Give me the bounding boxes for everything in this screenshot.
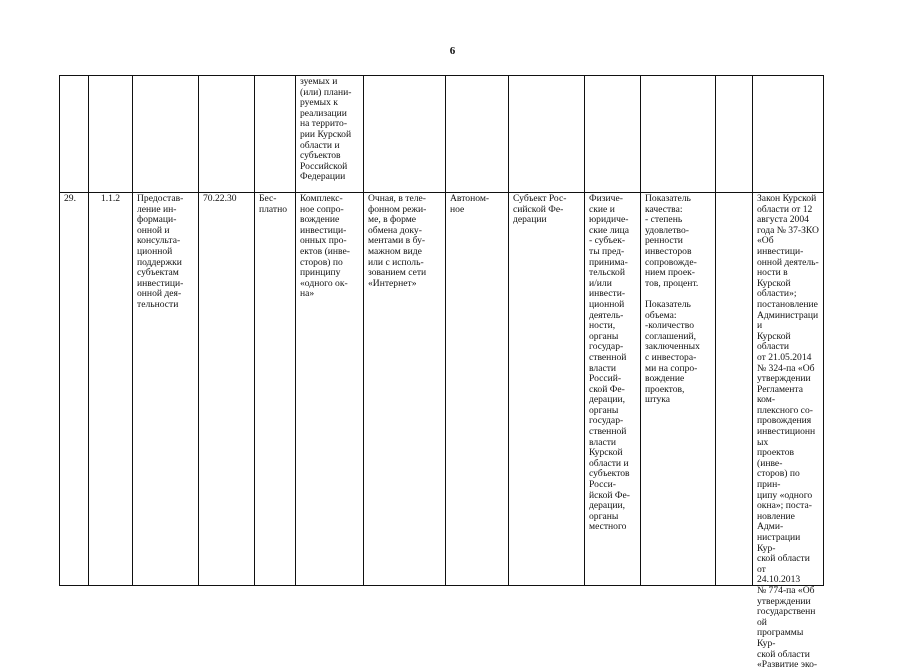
table-cell: [199, 76, 255, 193]
row-code: 1.1.2: [89, 193, 133, 586]
table-cell: [509, 76, 585, 193]
indicators: Показатель качества: - степень удовлетво- ренности инвесторов сопровожде- нием проек- тов, процент. Показатель объема: -количество соглашений, заключенных с инвестора- ми на сопро- вождение проектов, штука: [641, 193, 716, 586]
table-cell: [753, 76, 824, 193]
page-number: 6: [449, 45, 456, 57]
service-form: Очная, в теле- фонном режи- ме, в форме обмена доку- ментами в бу- мажном виде или с исполь- зованием сети «Интернет»: [364, 193, 446, 586]
table-cell: [585, 76, 641, 193]
legal-basis: Закон Курской области от 12 августа 2004 года № 37-ЗКО «Об инвестици- онной деятель- ности в Курской области»; постановление Администрации Курской области от 21.05.2014 № 324-па «Об утверждении Регламента ком- плексного со- провождения инвестиционных проектов (инве- сторов) по прин- ципу «одного окна»; поста- новление Адми- нистрации Кур- ской области от 24.10.2013 № 774-па «Об утверждении государственной программы Кур- ской области «Развитие эко-: [753, 193, 824, 586]
table-cell: [716, 76, 753, 193]
table-cell: [60, 76, 89, 193]
table-cell: [133, 76, 199, 193]
table-row: [60, 193, 824, 586]
table-cell: [364, 76, 446, 193]
table-cell: [641, 76, 716, 193]
continuation-row: [60, 76, 824, 193]
table-cell: [89, 76, 133, 193]
row-number: 29.: [60, 193, 89, 586]
services-table: [59, 75, 824, 671]
payment-type: Бес- платно: [255, 193, 296, 586]
table-cell: зуемых и (или) плани- руемых к реализации на террито- рии Курской области и субъектов Российской Федерации: [296, 76, 364, 193]
institution-status: Автоном- ное: [446, 193, 509, 586]
table-cell: [255, 76, 296, 193]
service-content: Комплекс- ное сопро- вождение инвестици- онных про- ектов (инве- сторов) по принципу «одного ок- на»: [296, 193, 364, 586]
consumers: Физиче- ские и юридиче- ские лица - субъек- ты пред- принима- тельской и/или инвести- ционной деятель- ности, органы государ- ственной власти Россий- ской Фе- дерации, органы государ- ственной власти Курской области и субъектов Росси- йской Фе- дерации, органы местного: [585, 193, 641, 586]
empty-cell: [716, 193, 753, 586]
provider: Субъект Рос- сийской Фе- дерации: [509, 193, 585, 586]
service-name: Предостав- ление ин- формаци- онной и консульта- ционной поддержки субъектам инвестици- онной дея- тельности: [133, 193, 199, 586]
okved-code: 70.22.30: [199, 193, 255, 586]
table-cell: [446, 76, 509, 193]
